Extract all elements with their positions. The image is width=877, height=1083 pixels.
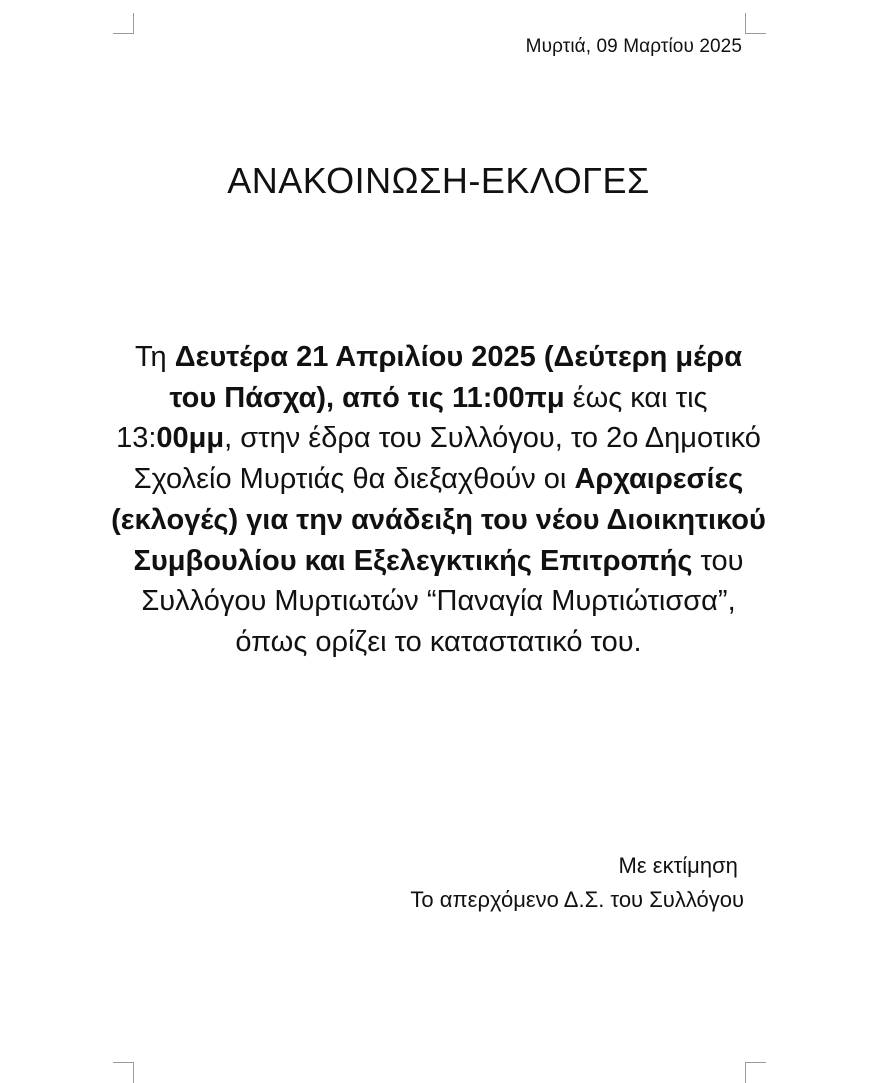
body-bold-end-time: 00μμ <box>156 422 225 455</box>
signoff-signature: Το απερχόμενο Δ.Σ. του Συλλόγου <box>410 887 744 912</box>
body-bold-date-time: Δευτέρα 21 Απριλίου 2025 (Δεύτερη μέρα του Πάσχα), από τις 11:00πμ <box>169 341 743 414</box>
body-bold-elections: Αρχαιρεσίες (εκλογές) για την ανάδειξη του νέου Διοικητικού Συμβουλίου και Εξελεγκτικής Επιτροπής <box>111 463 766 577</box>
signoff-greeting: Με εκτίμηση <box>618 853 744 878</box>
crop-mark-top-right <box>745 13 766 34</box>
document-title: ΑΝΑΚΟΙΝΩΣΗ-ΕΚΛΟΓΕΣ <box>227 160 650 201</box>
body-text-segment: , στην έδρα του Συλλόγου, το 2ο Δημοτικό Σχολείο Μυρτιάς θα διεξαχθούν οι <box>133 422 761 496</box>
body-text-segment: έως και τις 13: <box>116 381 708 455</box>
crop-mark-top-left <box>113 13 134 34</box>
document-date: Μυρτιά, 09 Μαρτίου 2025 <box>525 36 742 57</box>
body-text-segment: του Συλλόγου Μυρτιωτών “Παναγία Μυρτιώτισσα”, όπως ορίζει το καταστατικό του. <box>141 544 744 658</box>
signoff-block <box>410 849 744 917</box>
body-text-segment: Τη <box>134 341 175 373</box>
announcement-body <box>110 337 767 663</box>
